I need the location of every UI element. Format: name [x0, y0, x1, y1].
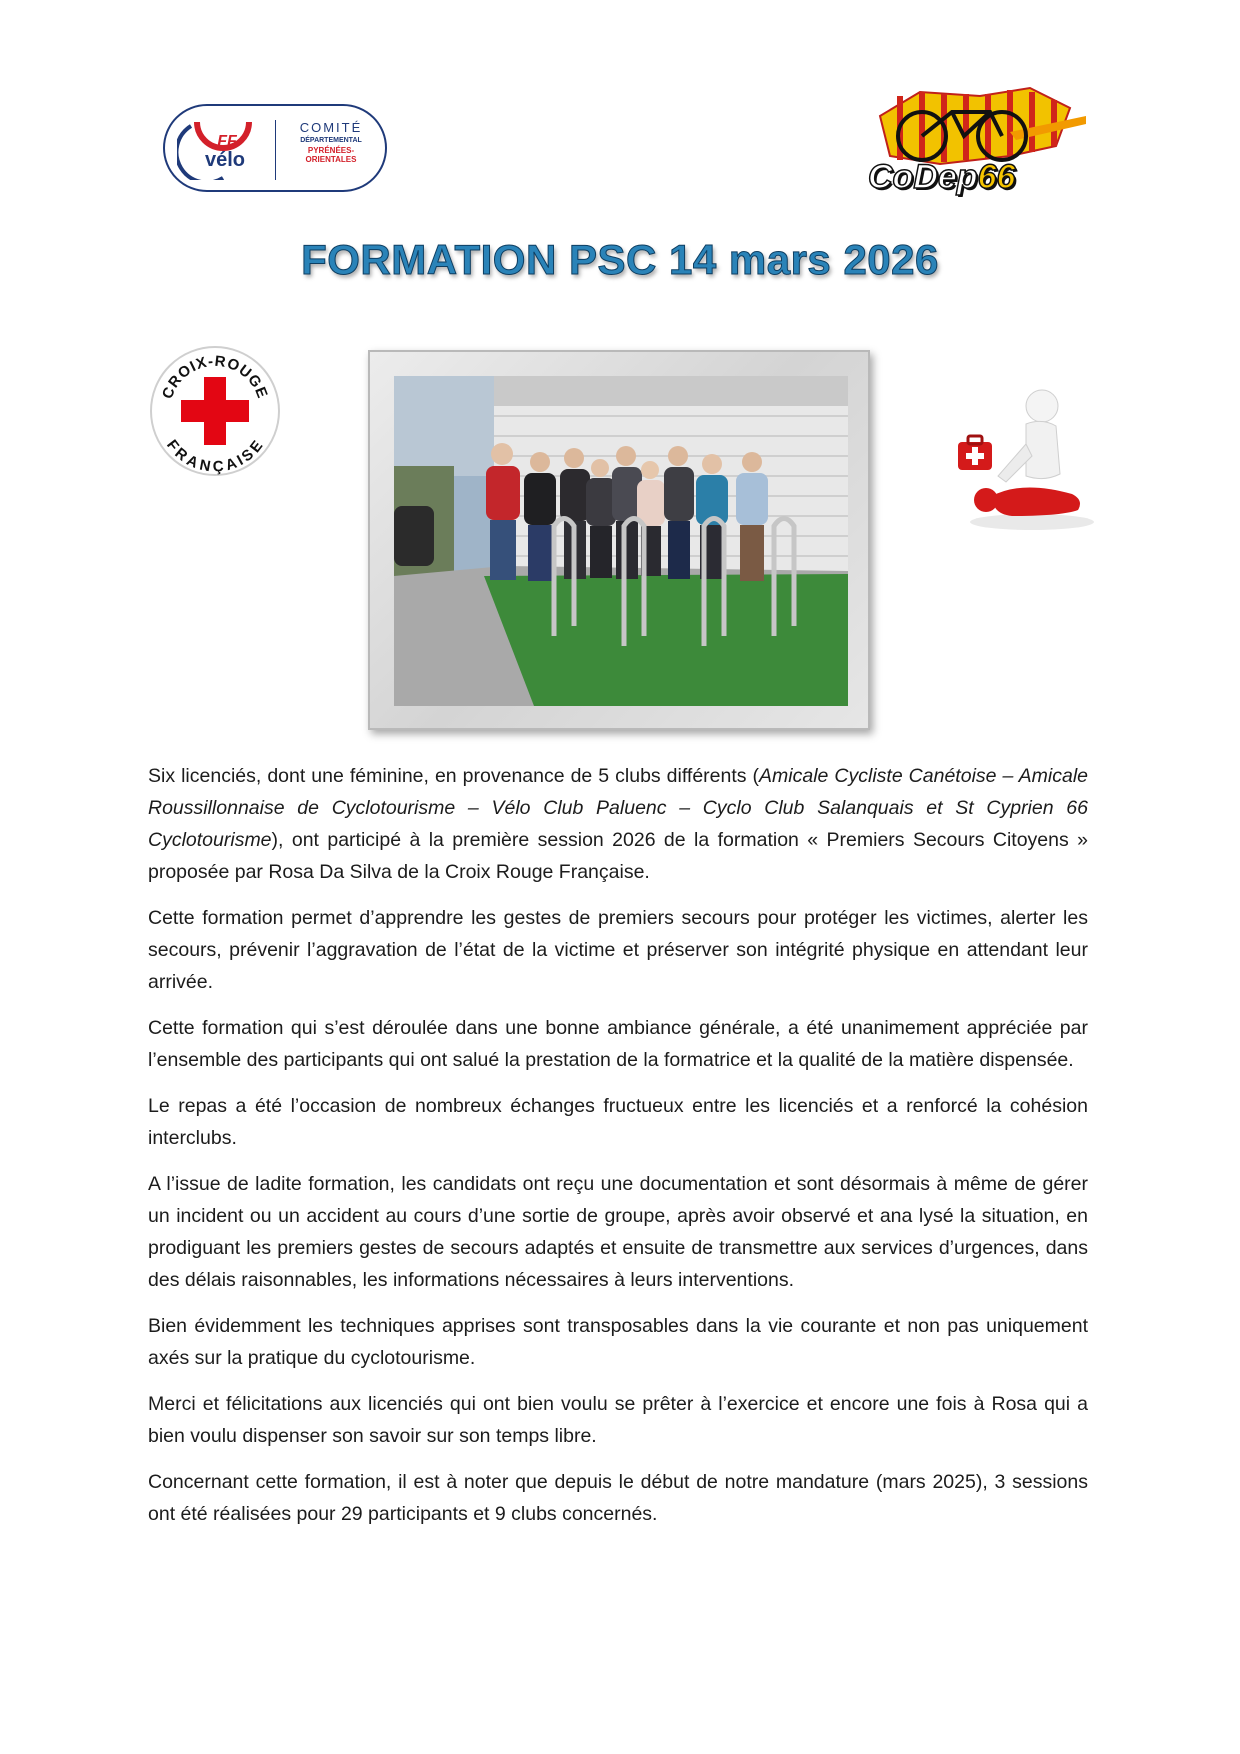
logo-comite: COMITÉ — [299, 120, 363, 135]
p1-clubs: Amicale Cycliste Canétoise – Amicale Roussillonnaise de Cyclotourisme – Vélo Club Paluenc – Cyclo Club Salanquais et St Cyprien 66 Cyclotourisme — [148, 765, 1088, 851]
paragraph-1 — [148, 760, 1088, 888]
paragraph-8: Concernant cette formation, il est à noter que depuis le début de notre mandature (mars 2025), 3 sessions ont été réalisées pour 29 participants et 9 clubs concernés. — [148, 1471, 1088, 1525]
ff-mark-ff: FF — [217, 133, 237, 150]
p1-intro: Six licenciés, dont une féminine, en provenance de 5 clubs différents ( — [148, 765, 760, 787]
first-aid-illustration — [952, 384, 1102, 534]
paragraph-5: A l’issue de ladite formation, les candidats ont reçu une documentation et sont désormais à même de gérer un incident ou un accident au cours d’une sortie de groupe, après avoir observé et ana lysé la situation, en prodiguant les premiers gestes de secours adaptés et ensuite de transmettre aux services d’urgences, dans des délais raisonnables, les informations nécessaires à leurs interventions. — [148, 1173, 1088, 1291]
p1-rest: ), ont participé à la première session 2026 de la formation « Premiers Secours Citoyens » proposée par Rosa Da Silva de la Croix Rouge Française. — [148, 829, 1088, 883]
codep-word: CoDep — [868, 158, 978, 196]
first-aid-person-icon — [952, 384, 1102, 534]
codep-number: 66 — [977, 158, 1016, 196]
ffvelo-comite-logo — [163, 104, 387, 192]
photo-frame — [368, 350, 870, 730]
ffvelo-logo-text — [283, 120, 379, 164]
ffvelo-mark-icon — [177, 116, 269, 180]
group-photo — [394, 376, 848, 706]
croix-bottom-label: FRANÇAISE — [163, 436, 267, 476]
paragraph-6: Bien évidemment les techniques apprises sont transposables dans la vie courante et non pas uniquement axés sur la pratique du cyclotourisme. — [148, 1315, 1088, 1369]
paragraph-2: Cette formation permet d’apprendre les gestes de premiers secours pour protéger les victimes, alerter les secours, prévenir l’aggravation de l’état de la victime et préserver son intégrité physique en attendant leur arrivée. — [148, 907, 1088, 993]
paragraph-3: Cette formation qui s’est déroulée dans une bonne ambiance générale, a été unanimement appréciée par l’ensemble des participants qui ont salué la prestation de la formatrice et la qualité de la matière dispensée. — [148, 1017, 1088, 1071]
article-body — [148, 760, 1088, 1544]
group-photo-illustration — [394, 376, 848, 706]
ff-mark-velo: vélo — [204, 149, 246, 171]
croix-top-label: CROIX-ROUGE — [158, 352, 272, 402]
croix-rouge-logo — [148, 344, 282, 478]
paragraph-4: Le repas a été l’occasion de nombreux échanges fructueux entre les licenciés et a renforcé la cohésion interclubs. — [148, 1095, 1088, 1149]
logo-divider — [275, 120, 276, 180]
logo-departemental: DÉPARTEMENTAL — [300, 137, 362, 144]
red-cross-icon — [148, 344, 282, 478]
logo-region: PYRÉNÉES-ORIENTALES — [305, 146, 357, 164]
paragraph-7: Merci et félicitations aux licenciés qui ont bien voulu se prêter à l’exercice et encore une fois à Rosa qui a bien voulu dispenser son savoir sur son temps libre. — [148, 1393, 1088, 1447]
codep-wordmark — [868, 158, 1015, 197]
page-title: FORMATION PSC 14 mars 2026 — [301, 236, 939, 283]
codep66-logo — [860, 86, 1088, 206]
